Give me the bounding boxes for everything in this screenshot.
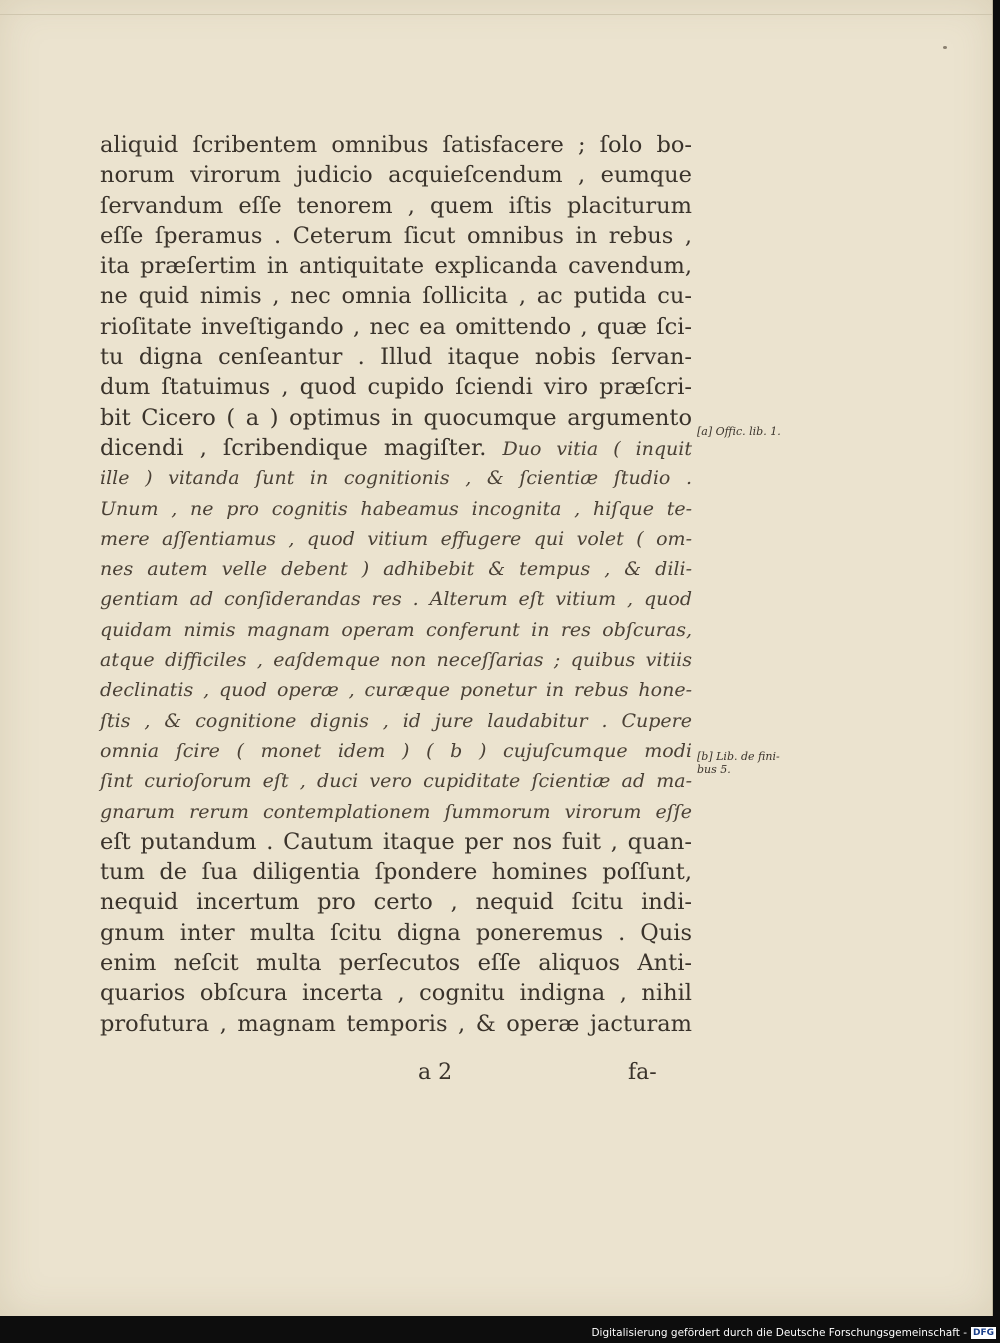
text-line: omnia ſcire ( monet idem ) ( b ) cujuſcumque modi: [100, 739, 692, 762]
text-line: ille ) vitanda ſunt in cognitionis , & ſcientiæ ſtudio .: [100, 467, 692, 490]
text-line: declinatis , quod operæ , curæque ponetur in rebus hone-: [100, 679, 692, 702]
text-line: mere aſſentiamus , quod vitium effugere qui volet ( om-: [100, 527, 692, 550]
italic-span: Duo vitia ( inquit: [502, 437, 692, 460]
text-line: bit Cicero ( a ) optimus in quocumque argumento: [100, 404, 692, 431]
text-line: gentiam ad conſiderandas res . Alterum eſt vitium , quod: [100, 588, 692, 611]
text-line: eſſe ſperamus . Ceterum ſicut omnibus in rebus ,: [100, 222, 692, 249]
text-line: Unum , ne pro cognitis habeamus incognita , hiſque te-: [100, 497, 692, 520]
text-line: atque difficiles , eaſdemque non neceſſarias ; quibus vitiis: [100, 649, 692, 672]
funding-text: Digitalisierung gefördert durch die Deutsche Forschungsgemeinschaft -: [591, 1327, 967, 1339]
funding-banner: [591, 1326, 996, 1340]
text-line: tu digna cenſeantur . Illud itaque nobis ſervan-: [100, 344, 692, 371]
text-line: dum ſtatuimus , quod cupido ſciendi viro præſcri-: [100, 374, 692, 401]
text-line: quidam nimis magnam operam conferunt in res obſcuras,: [100, 618, 692, 641]
text-line: ita præſertim in antiquitate explicanda cavendum,: [100, 253, 692, 280]
text-line: aliquid ſcribentem omnibus ſatisfacere ; ſolo bo-: [100, 132, 692, 158]
margin-note-b: [b] Lib. de fini- bus 5.: [697, 750, 780, 776]
text-line: enim neſcit multa perſecutos eſſe aliquos Anti-: [100, 950, 692, 977]
text-line: profutura , magnam temporis , & operæ jacturam: [100, 1010, 692, 1037]
text-line: rioſitate inveſtigando , nec ea omittendo , quæ ſci-: [100, 313, 692, 340]
text-line: gnum inter multa ſcitu digna poneremus . Quis: [100, 919, 692, 946]
text-span: dicendi , ſcribendique magiſter.: [100, 434, 487, 461]
main-text-block: [100, 130, 692, 1039]
catchword: fa-: [628, 1060, 657, 1085]
text-line: nes autem velle debent ) adhibebit & tempus , & dili-: [100, 558, 692, 581]
page-top-edge: [0, 14, 993, 15]
text-line: ſervandum eſſe tenorem , quem iſtis placiturum: [100, 192, 692, 219]
text-line: quarios obſcura incerta , cognitu indigna , nihil: [100, 980, 692, 1007]
text-line: [100, 433, 692, 463]
text-line: gnarum rerum contemplationem ſummorum virorum eſſe: [100, 800, 692, 823]
text-line: norum virorum judicio acquieſcendum , eumque: [100, 162, 692, 189]
signature-mark: a 2: [418, 1060, 453, 1085]
text-line: ſtis , & cognitione dignis , id jure laudabitur . Cupere: [100, 709, 692, 732]
text-line: nequid incertum pro certo , nequid ſcitu indi-: [100, 889, 692, 916]
page-right-edge: [992, 0, 993, 1316]
text-line: ne quid nimis , nec omnia ſollicita , ac putida cu-: [100, 283, 692, 310]
text-line: ſint curioſorum eſt , duci vero cupiditate ſcientiæ ad ma-: [100, 770, 692, 793]
ink-speck: [943, 46, 947, 49]
margin-note-a: [a] Offic. lib. 1.: [697, 425, 781, 438]
text-line: tum de ſua diligentia ſpondere homines poſſunt,: [100, 859, 692, 886]
text-line: eſt putandum . Cautum itaque per nos fuit , quan-: [100, 828, 692, 855]
dfg-logo-icon: DFG: [972, 1328, 994, 1338]
